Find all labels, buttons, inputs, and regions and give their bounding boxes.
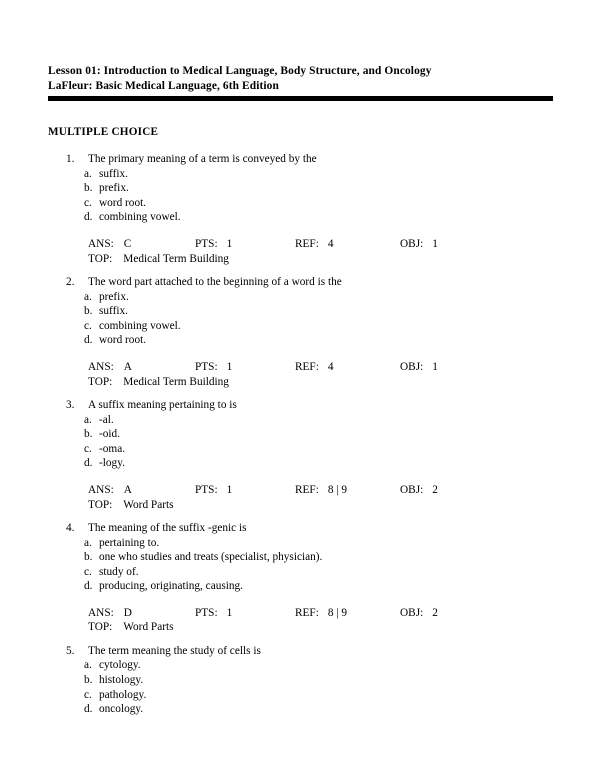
answer-option-letter: b.: [84, 182, 93, 195]
answer-option-letter: c.: [84, 688, 92, 701]
answer-option-letter: b.: [84, 551, 93, 564]
question-item: [0, 152, 600, 266]
metadata-pts-label: PTS:: [195, 360, 218, 373]
answer-option[interactable]: [0, 319, 600, 334]
metadata-top-value: Word Parts: [123, 621, 174, 634]
answer-option[interactable]: [0, 304, 600, 319]
question-item: [0, 521, 600, 635]
question-stem: [0, 398, 600, 413]
answer-metadata-row-topic: [0, 498, 600, 513]
answer-metadata-row-topic: [0, 620, 600, 635]
metadata-ref-value: 4: [327, 237, 334, 250]
answer-option-letter: d.: [84, 211, 93, 224]
metadata-obj-label: OBJ:: [400, 237, 424, 250]
answer-option-text: combining vowel.: [99, 319, 181, 332]
answer-metadata-row-topic: [0, 252, 600, 267]
answer-option-text: histology.: [99, 674, 144, 687]
answer-option-text: -oid.: [99, 428, 121, 441]
metadata-obj-value: 2: [432, 606, 438, 619]
metadata-top: [88, 620, 174, 635]
header-divider-rule: [48, 96, 553, 101]
answer-option-list: [0, 658, 600, 716]
answer-option-letter: d.: [84, 580, 93, 593]
question-item: [0, 644, 600, 717]
answer-option-letter: d.: [84, 457, 93, 470]
answer-option[interactable]: [0, 333, 600, 348]
question-item: [0, 398, 600, 512]
metadata-pts-value: 1: [226, 237, 233, 250]
answer-option-letter: c.: [84, 565, 92, 578]
metadata-ref-label: REF:: [295, 237, 319, 250]
answer-option[interactable]: [0, 550, 600, 565]
question-text: The term meaning the study of cells is: [88, 644, 261, 657]
metadata-top-value: Word Parts: [123, 498, 174, 511]
question-text: The word part attached to the beginning of a word is the: [88, 275, 342, 288]
answer-option-letter: b.: [84, 428, 93, 441]
answer-metadata: [0, 483, 600, 512]
answer-option[interactable]: [0, 196, 600, 211]
answer-metadata-row-primary: [0, 360, 600, 375]
metadata-top: [88, 375, 229, 390]
metadata-top-value: Medical Term Building: [123, 252, 229, 265]
answer-option[interactable]: [0, 427, 600, 442]
answer-option-list: [0, 413, 600, 471]
metadata-pts: [195, 606, 232, 621]
answer-metadata: [0, 360, 600, 389]
metadata-ref: [295, 237, 334, 252]
document-header: [48, 64, 554, 101]
answer-metadata-row-primary: [0, 483, 600, 498]
answer-option-letter: b.: [84, 674, 93, 687]
answer-option-text: combining vowel.: [99, 211, 181, 224]
question-text: The meaning of the suffix -genic is: [88, 521, 247, 534]
metadata-top: [88, 498, 174, 513]
question-number: 3.: [66, 398, 75, 411]
metadata-ref-value: 8 | 9: [327, 606, 348, 619]
question-text: A suffix meaning pertaining to is: [88, 398, 237, 411]
answer-metadata-row-primary: [0, 606, 600, 621]
question-number: 2.: [66, 275, 75, 288]
answer-option-text: suffix.: [99, 167, 128, 180]
answer-option[interactable]: [0, 673, 600, 688]
metadata-pts: [195, 483, 232, 498]
metadata-pts-label: PTS:: [195, 606, 218, 619]
metadata-ref-label: REF:: [295, 483, 319, 496]
answer-option-letter: a.: [84, 659, 92, 672]
metadata-ans-label: ANS:: [88, 606, 114, 619]
answer-option-text: one who studies and treats (specialist, physician).: [99, 551, 323, 564]
question-stem: [0, 275, 600, 290]
metadata-obj-label: OBJ:: [400, 606, 424, 619]
answer-option-text: study of.: [99, 565, 139, 578]
answer-metadata-row-primary: [0, 237, 600, 252]
metadata-ans-value: D: [123, 606, 132, 619]
answer-option-letter: c.: [84, 442, 92, 455]
answer-option[interactable]: [0, 181, 600, 196]
metadata-ans-label: ANS:: [88, 360, 114, 373]
metadata-pts: [195, 360, 232, 375]
metadata-top-value: Medical Term Building: [123, 375, 229, 388]
header-book-title: LaFleur: Basic Medical Language, 6th Edition: [48, 80, 279, 92]
question-number: 5.: [66, 644, 75, 657]
answer-option-letter: a.: [84, 413, 92, 426]
answer-option-list: [0, 536, 600, 594]
metadata-ref-value: 8 | 9: [327, 483, 348, 496]
metadata-pts-label: PTS:: [195, 483, 218, 496]
answer-option-letter: d.: [84, 703, 93, 716]
metadata-ans-value: C: [123, 237, 132, 250]
metadata-ref: [295, 360, 334, 375]
question-text: The primary meaning of a term is conveyed by the: [88, 153, 317, 165]
answer-option-letter: b.: [84, 305, 93, 318]
metadata-ref: [295, 483, 347, 498]
metadata-obj-label: OBJ:: [400, 360, 424, 373]
answer-option[interactable]: [0, 688, 600, 703]
metadata-ref: [295, 606, 347, 621]
answer-option-letter: c.: [84, 196, 92, 209]
answer-option-text: suffix.: [99, 305, 128, 318]
metadata-ref-label: REF:: [295, 606, 319, 619]
answer-option-text: -logy.: [99, 457, 125, 470]
question-stem: [0, 152, 600, 167]
section-heading-multiple-choice: MULTIPLE CHOICE: [48, 126, 159, 138]
answer-option[interactable]: [0, 579, 600, 594]
metadata-obj: [400, 360, 438, 375]
metadata-top-label: TOP:: [88, 252, 113, 265]
metadata-obj: [400, 237, 438, 252]
answer-option-text: -oma.: [99, 442, 126, 455]
question-item: [0, 275, 600, 389]
answer-option[interactable]: [0, 702, 600, 717]
metadata-obj-value: 2: [432, 483, 438, 496]
answer-option[interactable]: [0, 290, 600, 305]
metadata-ans: [88, 360, 132, 375]
answer-option-letter: a.: [84, 290, 92, 303]
metadata-obj-value: 1: [432, 237, 438, 250]
answer-option-text: pathology.: [99, 688, 147, 701]
metadata-ans-value: A: [123, 483, 132, 496]
metadata-pts-value: 1: [226, 606, 233, 619]
answer-option-list: [0, 290, 600, 348]
answer-option[interactable]: [0, 536, 600, 551]
answer-metadata-row-topic: [0, 375, 600, 390]
answer-option-letter: d.: [84, 334, 93, 347]
question-number: 4.: [66, 521, 75, 534]
metadata-obj: [400, 483, 438, 498]
question-stem: [0, 644, 600, 659]
metadata-pts-value: 1: [226, 483, 233, 496]
metadata-ans: [88, 483, 132, 498]
answer-option-text: -al.: [99, 413, 114, 426]
answer-option-text: cytology.: [99, 659, 141, 672]
answer-option[interactable]: [0, 442, 600, 457]
metadata-ref-value: 4: [327, 360, 334, 373]
answer-option-list: [0, 167, 600, 225]
metadata-ans-label: ANS:: [88, 483, 114, 496]
answer-option[interactable]: [0, 167, 600, 182]
answer-option-text: producing, originating, causing.: [99, 580, 244, 593]
metadata-ans: [88, 237, 131, 252]
metadata-obj-label: OBJ:: [400, 483, 424, 496]
answer-option-letter: a.: [84, 167, 92, 180]
answer-metadata: [0, 237, 600, 266]
metadata-pts: [195, 237, 232, 252]
metadata-top-label: TOP:: [88, 498, 113, 511]
answer-option-letter: a.: [84, 536, 92, 549]
metadata-pts-label: PTS:: [195, 237, 218, 250]
metadata-ans: [88, 606, 132, 621]
answer-option-text: prefix.: [99, 290, 129, 303]
metadata-ans-label: ANS:: [88, 237, 114, 250]
answer-option[interactable]: [0, 456, 600, 471]
answer-option[interactable]: [0, 413, 600, 428]
answer-option-text: word root.: [99, 334, 147, 347]
metadata-pts-value: 1: [226, 360, 233, 373]
header-lesson-title: Lesson 01: Introduction to Medical Language, Body Structure, and Oncology: [48, 65, 432, 77]
question-list: [0, 152, 600, 726]
question-stem: [0, 521, 600, 536]
metadata-obj-value: 1: [432, 360, 438, 373]
answer-option[interactable]: [0, 658, 600, 673]
answer-metadata: [0, 606, 600, 635]
metadata-top: [88, 252, 229, 267]
answer-option-text: oncology.: [99, 703, 144, 716]
metadata-ref-label: REF:: [295, 360, 319, 373]
answer-option-text: word root.: [99, 196, 147, 209]
metadata-top-label: TOP:: [88, 375, 113, 388]
answer-option[interactable]: [0, 210, 600, 225]
metadata-obj: [400, 606, 438, 621]
metadata-top-label: TOP:: [88, 621, 113, 634]
question-number: 1.: [66, 153, 75, 165]
answer-option-text: pertaining to.: [99, 536, 160, 549]
answer-option-letter: c.: [84, 319, 92, 332]
answer-option-text: prefix.: [99, 182, 129, 195]
answer-option[interactable]: [0, 565, 600, 580]
metadata-ans-value: A: [123, 360, 132, 373]
